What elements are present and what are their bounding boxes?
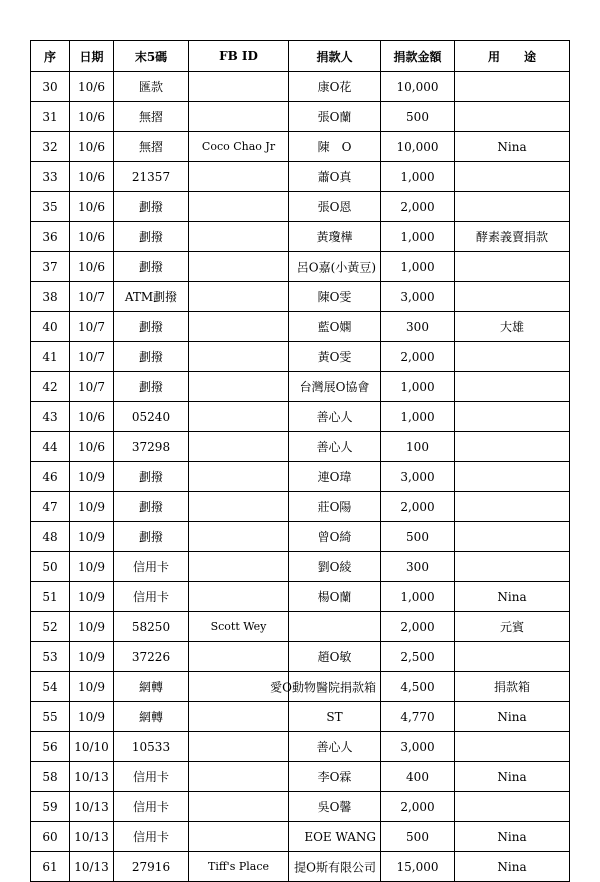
amount-cell: 100: [381, 432, 455, 462]
date-cell: 10/6: [70, 72, 114, 102]
donor-cell: 陳O雯: [289, 282, 381, 312]
table-row: [31, 372, 570, 402]
table-row: [31, 852, 570, 882]
donor-cell: 吳O馨: [289, 792, 381, 822]
date-cell: 10/9: [70, 462, 114, 492]
purpose-cell: [455, 252, 570, 282]
purpose-cell: [455, 552, 570, 582]
date-cell: 10/9: [70, 522, 114, 552]
donor-cell: [289, 252, 381, 282]
purpose-cell: 捐款箱: [455, 672, 570, 702]
last5-cell: 21357: [114, 162, 189, 192]
amount-cell: 500: [381, 102, 455, 132]
table-row: [31, 72, 570, 102]
seq-cell: 40: [31, 312, 70, 342]
seq-cell: 35: [31, 192, 70, 222]
date-cell: 10/7: [70, 342, 114, 372]
donor-cell: 黃瓊樺: [289, 222, 381, 252]
seq-cell: 50: [31, 552, 70, 582]
amount-cell: 3,000: [381, 282, 455, 312]
amount-cell: 2,000: [381, 612, 455, 642]
table-row: [31, 462, 570, 492]
seq-cell: 58: [31, 762, 70, 792]
last5-cell: 劃撥: [114, 192, 189, 222]
seq-cell: 46: [31, 462, 70, 492]
amount-cell: 4,770: [381, 702, 455, 732]
date-cell: 10/6: [70, 102, 114, 132]
fbid-cell: Coco Chao Jr: [189, 132, 289, 162]
amount-cell: 1,000: [381, 222, 455, 252]
donor-cell: 楊O蘭: [289, 582, 381, 612]
purpose-cell: [455, 72, 570, 102]
date-cell: 10/13: [70, 792, 114, 822]
seq-cell: 31: [31, 102, 70, 132]
seq-cell: 48: [31, 522, 70, 552]
table-row: [31, 582, 570, 612]
table-row: [31, 672, 570, 702]
table-row: [31, 102, 570, 132]
purpose-cell: [455, 462, 570, 492]
table-row: [31, 282, 570, 312]
donor-cell: [289, 822, 381, 852]
date-cell: 10/6: [70, 252, 114, 282]
purpose-cell: [455, 642, 570, 672]
donor-cell: 莊O陽: [289, 492, 381, 522]
purpose-cell: Nina: [455, 582, 570, 612]
seq-cell: 52: [31, 612, 70, 642]
amount-cell: 500: [381, 822, 455, 852]
fbid-cell: Tiff's Place: [189, 852, 289, 882]
amount-cell: 1,000: [381, 162, 455, 192]
purpose-cell: [455, 162, 570, 192]
seq-cell: 38: [31, 282, 70, 312]
last5-cell: 劃撥: [114, 342, 189, 372]
table-row: [31, 222, 570, 252]
last5-cell: 劃撥: [114, 312, 189, 342]
date-cell: 10/9: [70, 642, 114, 672]
donor-cell: [289, 852, 381, 882]
donor-cell: [289, 612, 381, 642]
date-cell: 10/6: [70, 132, 114, 162]
header-last5: 末5碼: [114, 41, 189, 72]
donor-cell: 張O恩: [289, 192, 381, 222]
last5-cell: 劃撥: [114, 462, 189, 492]
amount-cell: 3,000: [381, 462, 455, 492]
fbid-cell: [189, 192, 289, 222]
fbid-cell: [189, 492, 289, 522]
seq-cell: 61: [31, 852, 70, 882]
amount-cell: 400: [381, 762, 455, 792]
date-cell: 10/9: [70, 582, 114, 612]
date-cell: 10/9: [70, 702, 114, 732]
last5-cell: 無摺: [114, 102, 189, 132]
fbid-cell: [189, 282, 289, 312]
donor-cell: [270, 672, 381, 702]
purpose-cell: [455, 522, 570, 552]
seq-cell: 42: [31, 372, 70, 402]
table-row: [31, 552, 570, 582]
fbid-cell: [189, 762, 289, 792]
seq-cell: 33: [31, 162, 70, 192]
date-cell: 10/6: [70, 222, 114, 252]
header-date: 日期: [70, 41, 114, 72]
table-row: [31, 432, 570, 462]
amount-cell: 300: [381, 552, 455, 582]
fbid-cell: [189, 792, 289, 822]
header-amount: 捐款金額: [381, 41, 455, 72]
last5-cell: 無摺: [114, 132, 189, 162]
purpose-cell: [455, 102, 570, 132]
amount-cell: 10,000: [381, 72, 455, 102]
date-cell: 10/7: [70, 282, 114, 312]
amount-cell: 2,500: [381, 642, 455, 672]
table-row: [31, 642, 570, 672]
table-row: [31, 402, 570, 432]
amount-cell: 300: [381, 312, 455, 342]
donor-text: EOE WANG: [304, 829, 376, 844]
donor-cell: 趙O敏: [289, 642, 381, 672]
donor-cell: 康O花: [289, 72, 381, 102]
date-cell: 10/13: [70, 762, 114, 792]
fbid-cell: [189, 702, 289, 732]
date-cell: 10/7: [70, 372, 114, 402]
seq-cell: 47: [31, 492, 70, 522]
purpose-cell: [455, 432, 570, 462]
fbid-cell: [189, 522, 289, 552]
fbid-cell: [189, 552, 289, 582]
fbid-cell: [189, 402, 289, 432]
amount-cell: 2,000: [381, 192, 455, 222]
fbid-cell: [189, 642, 289, 672]
amount-cell: 1,000: [381, 402, 455, 432]
date-cell: 10/13: [70, 822, 114, 852]
donor-cell: 連O瑋: [289, 462, 381, 492]
donor-cell: 陳 O: [289, 132, 381, 162]
date-cell: 10/6: [70, 402, 114, 432]
donor-cell: 善心人: [289, 432, 381, 462]
table-row: [31, 252, 570, 282]
date-cell: 10/6: [70, 432, 114, 462]
donor-cell: 台灣展O協會: [289, 372, 381, 402]
table-row: [31, 762, 570, 792]
fbid-cell: [189, 462, 289, 492]
purpose-cell: Nina: [455, 822, 570, 852]
seq-cell: 37: [31, 252, 70, 282]
table-header-row: [31, 41, 570, 72]
table-row: [31, 522, 570, 552]
date-cell: 10/9: [70, 672, 114, 702]
table-row: [31, 732, 570, 762]
purpose-cell: [455, 792, 570, 822]
amount-cell: 10,000: [381, 132, 455, 162]
purpose-cell: [455, 492, 570, 522]
fbid-cell: [189, 312, 289, 342]
header-purpose: 用 途: [455, 41, 570, 72]
amount-cell: 15,000: [381, 852, 455, 882]
amount-cell: 2,000: [381, 492, 455, 522]
amount-cell: 1,000: [381, 372, 455, 402]
seq-cell: 55: [31, 702, 70, 732]
purpose-cell: [455, 402, 570, 432]
table-body: [31, 72, 570, 882]
purpose-cell: 元賓: [455, 612, 570, 642]
date-cell: 10/9: [70, 552, 114, 582]
amount-cell: 2,000: [381, 342, 455, 372]
purpose-cell: [455, 732, 570, 762]
last5-cell: 信用卡: [114, 762, 189, 792]
purpose-cell: [455, 342, 570, 372]
last5-cell: 匯款: [114, 72, 189, 102]
last5-cell: ATM劃撥: [114, 282, 189, 312]
purpose-cell: 大雄: [455, 312, 570, 342]
date-cell: 10/9: [70, 612, 114, 642]
last5-cell: 信用卡: [114, 792, 189, 822]
seq-cell: 43: [31, 402, 70, 432]
donation-table: [30, 40, 570, 882]
header-seq: 序: [31, 41, 70, 72]
last5-cell: 信用卡: [114, 582, 189, 612]
amount-cell: 1,000: [381, 582, 455, 612]
seq-cell: 36: [31, 222, 70, 252]
fbid-cell: Scott Wey: [189, 612, 289, 642]
amount-cell: 1,000: [381, 252, 455, 282]
fbid-cell: [189, 582, 289, 612]
donor-cell: 善心人: [289, 732, 381, 762]
seq-cell: 44: [31, 432, 70, 462]
fbid-cell: [189, 732, 289, 762]
amount-cell: 2,000: [381, 792, 455, 822]
fbid-cell: [189, 102, 289, 132]
seq-cell: 53: [31, 642, 70, 672]
fbid-cell: [189, 162, 289, 192]
last5-cell: 劃撥: [114, 252, 189, 282]
last5-cell: 劃撥: [114, 522, 189, 552]
last5-cell: 劃撥: [114, 222, 189, 252]
donor-cell: 張O蘭: [289, 102, 381, 132]
seq-cell: 32: [31, 132, 70, 162]
date-cell: 10/6: [70, 162, 114, 192]
donor-text: 提O斯有限公司: [294, 860, 376, 874]
table-row: [31, 792, 570, 822]
purpose-cell: [455, 282, 570, 312]
seq-cell: 54: [31, 672, 70, 702]
donor-cell: ST: [289, 702, 381, 732]
table-row: [31, 342, 570, 372]
purpose-cell: Nina: [455, 702, 570, 732]
table-row: [31, 162, 570, 192]
purpose-cell: Nina: [455, 132, 570, 162]
donor-cell: 黃O雯: [289, 342, 381, 372]
seq-cell: 41: [31, 342, 70, 372]
last5-cell: 劃撥: [114, 492, 189, 522]
seq-cell: 60: [31, 822, 70, 852]
seq-cell: 51: [31, 582, 70, 612]
date-cell: 10/13: [70, 852, 114, 882]
donor-text: 愛O動物醫院捐款箱: [270, 680, 376, 694]
last5-cell: 37226: [114, 642, 189, 672]
donor-text: 呂O嘉(小黃豆): [296, 260, 376, 274]
seq-cell: 30: [31, 72, 70, 102]
donor-cell: 劉O綾: [289, 552, 381, 582]
last5-cell: 37298: [114, 432, 189, 462]
purpose-cell: Nina: [455, 852, 570, 882]
last5-cell: 網轉: [114, 672, 189, 702]
seq-cell: 59: [31, 792, 70, 822]
purpose-cell: [455, 192, 570, 222]
donor-cell: 蕭O真: [289, 162, 381, 192]
table-row: [31, 822, 570, 852]
donor-cell: 藍O嫻: [289, 312, 381, 342]
fbid-cell: [189, 372, 289, 402]
table-row: [31, 312, 570, 342]
fbid-cell: [189, 342, 289, 372]
amount-cell: 4,500: [381, 672, 455, 702]
amount-cell: 500: [381, 522, 455, 552]
date-cell: 10/6: [70, 192, 114, 222]
purpose-cell: 酵素義賣捐款: [455, 222, 570, 252]
table-row: [31, 132, 570, 162]
last5-cell: 10533: [114, 732, 189, 762]
last5-cell: 58250: [114, 612, 189, 642]
last5-cell: 信用卡: [114, 822, 189, 852]
table-row: [31, 192, 570, 222]
fbid-cell: [189, 222, 289, 252]
last5-cell: 05240: [114, 402, 189, 432]
last5-cell: 劃撥: [114, 372, 189, 402]
fbid-cell: [189, 822, 289, 852]
purpose-cell: Nina: [455, 762, 570, 792]
donor-cell: 李O霖: [289, 762, 381, 792]
table-row: [31, 492, 570, 522]
table-row: [31, 702, 570, 732]
fbid-cell: [189, 252, 289, 282]
seq-cell: 56: [31, 732, 70, 762]
header-donor: 捐款人: [289, 41, 381, 72]
purpose-cell: [455, 372, 570, 402]
last5-cell: 27916: [114, 852, 189, 882]
fbid-cell: [189, 432, 289, 462]
amount-cell: 3,000: [381, 732, 455, 762]
last5-cell: 信用卡: [114, 552, 189, 582]
donor-cell: 善心人: [289, 402, 381, 432]
last5-cell: 網轉: [114, 702, 189, 732]
date-cell: 10/7: [70, 312, 114, 342]
date-cell: 10/10: [70, 732, 114, 762]
table-row: [31, 612, 570, 642]
donor-cell: 曾O綺: [289, 522, 381, 552]
header-fbid: FB ID: [189, 41, 289, 72]
fbid-cell: [189, 72, 289, 102]
date-cell: 10/9: [70, 492, 114, 522]
